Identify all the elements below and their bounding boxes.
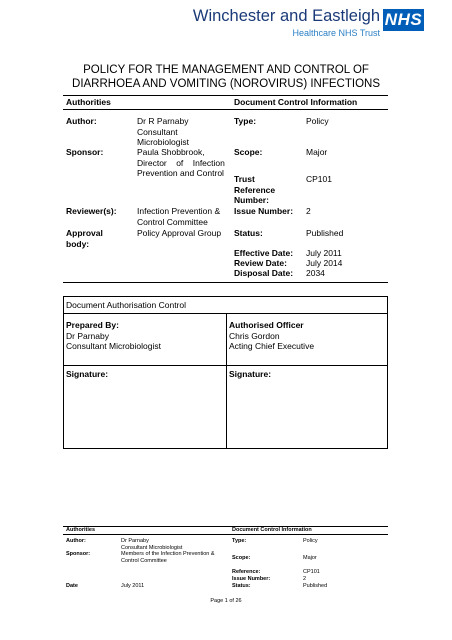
authorities-heading: Authorities: [66, 97, 111, 107]
sponsor-label: Sponsor:: [66, 147, 104, 157]
trust-ref-value: CP101: [306, 174, 332, 184]
footer-sponsor-label: Sponsor:: [66, 551, 91, 557]
page-title: [0, 63, 452, 91]
prepared-by: Prepared By: Dr Parnaby Consultant Microbiologist: [66, 320, 161, 351]
reviewers-value: Infection Prevention & Control Committee: [137, 206, 221, 227]
footer-status-value: Published: [303, 583, 328, 589]
issue-value: 2: [306, 206, 311, 216]
issue-label: Issue Number:: [234, 206, 294, 216]
status-value: Published: [306, 228, 344, 238]
footer-date-label: Date: [66, 583, 78, 589]
footer-authorities: Authorities: [66, 527, 96, 533]
footer-scope-label: Scope:: [232, 555, 251, 561]
footer-sponsor-value: Members of the Infection Prevention & Control Committee: [121, 551, 215, 564]
approval-value: Policy Approval Group: [137, 228, 222, 238]
authorised-officer: Authorised Officer Chris Gordon Acting Chief Executive: [229, 320, 315, 351]
footer-scope-value: Major: [303, 555, 317, 561]
footer-reference-label: Reference:: [232, 569, 261, 575]
status-label: Status:: [234, 228, 263, 238]
review-date-label: Review Date:: [234, 258, 287, 268]
trust-ref-label: Trust Reference Number:: [234, 174, 276, 205]
doc-control-heading: Document Control Information: [234, 97, 358, 107]
effective-date-value: July 2011: [306, 248, 342, 258]
footer-author-value: Dr Parnaby Consultant Microbiologist: [121, 538, 183, 551]
signature-left: Signature:: [66, 369, 109, 379]
footer-date-value: July 2011: [121, 583, 145, 589]
footer-author-label: Author:: [66, 538, 86, 544]
authorisation-heading: Document Authorisation Control: [66, 300, 187, 310]
disposal-date-label: Disposal Date:: [234, 268, 294, 278]
type-value: Policy: [306, 116, 329, 126]
footer-issue-label: Issue Number:: [232, 576, 271, 582]
disposal-date-value: 2034: [306, 268, 325, 278]
title-line-1: POLICY FOR THE MANAGEMENT AND CONTROL OF: [83, 64, 369, 76]
footer-doc-control: Document Control Information: [232, 527, 312, 533]
author-label: Author:: [66, 116, 97, 126]
effective-date-label: Effective Date:: [234, 248, 294, 258]
nhs-logo: NHS: [384, 10, 423, 29]
approval-label: Approval body:: [66, 228, 103, 249]
type-label: Type:: [234, 116, 257, 126]
footer-reference-value: CP101: [303, 569, 320, 575]
title-line-2: DIARRHOEA AND VOMITING (NOROVIRUS) INFECTIONS: [72, 78, 380, 90]
footer-type-value: Policy: [303, 538, 318, 544]
org-subtitle: Healthcare NHS Trust: [292, 28, 380, 38]
signature-right: Signature:: [229, 369, 272, 379]
sponsor-value: Paula Shobbrook, Director of Infection Prevention and Control: [137, 147, 225, 178]
scope-value: Major: [306, 147, 328, 157]
footer-issue-value: 2: [303, 576, 307, 582]
review-date-value: July 2014: [306, 258, 343, 268]
org-name: Winchester and Eastleigh: [192, 7, 380, 25]
footer-type-label: Type:: [232, 538, 247, 544]
scope-label: Scope:: [234, 147, 263, 157]
page-number: Page 1 of 26: [210, 598, 242, 604]
footer-status-label: Status:: [232, 583, 251, 589]
reviewers-label: Reviewer(s):: [66, 206, 117, 216]
author-value: Dr R Parnaby Consultant Microbiologist: [137, 116, 189, 147]
